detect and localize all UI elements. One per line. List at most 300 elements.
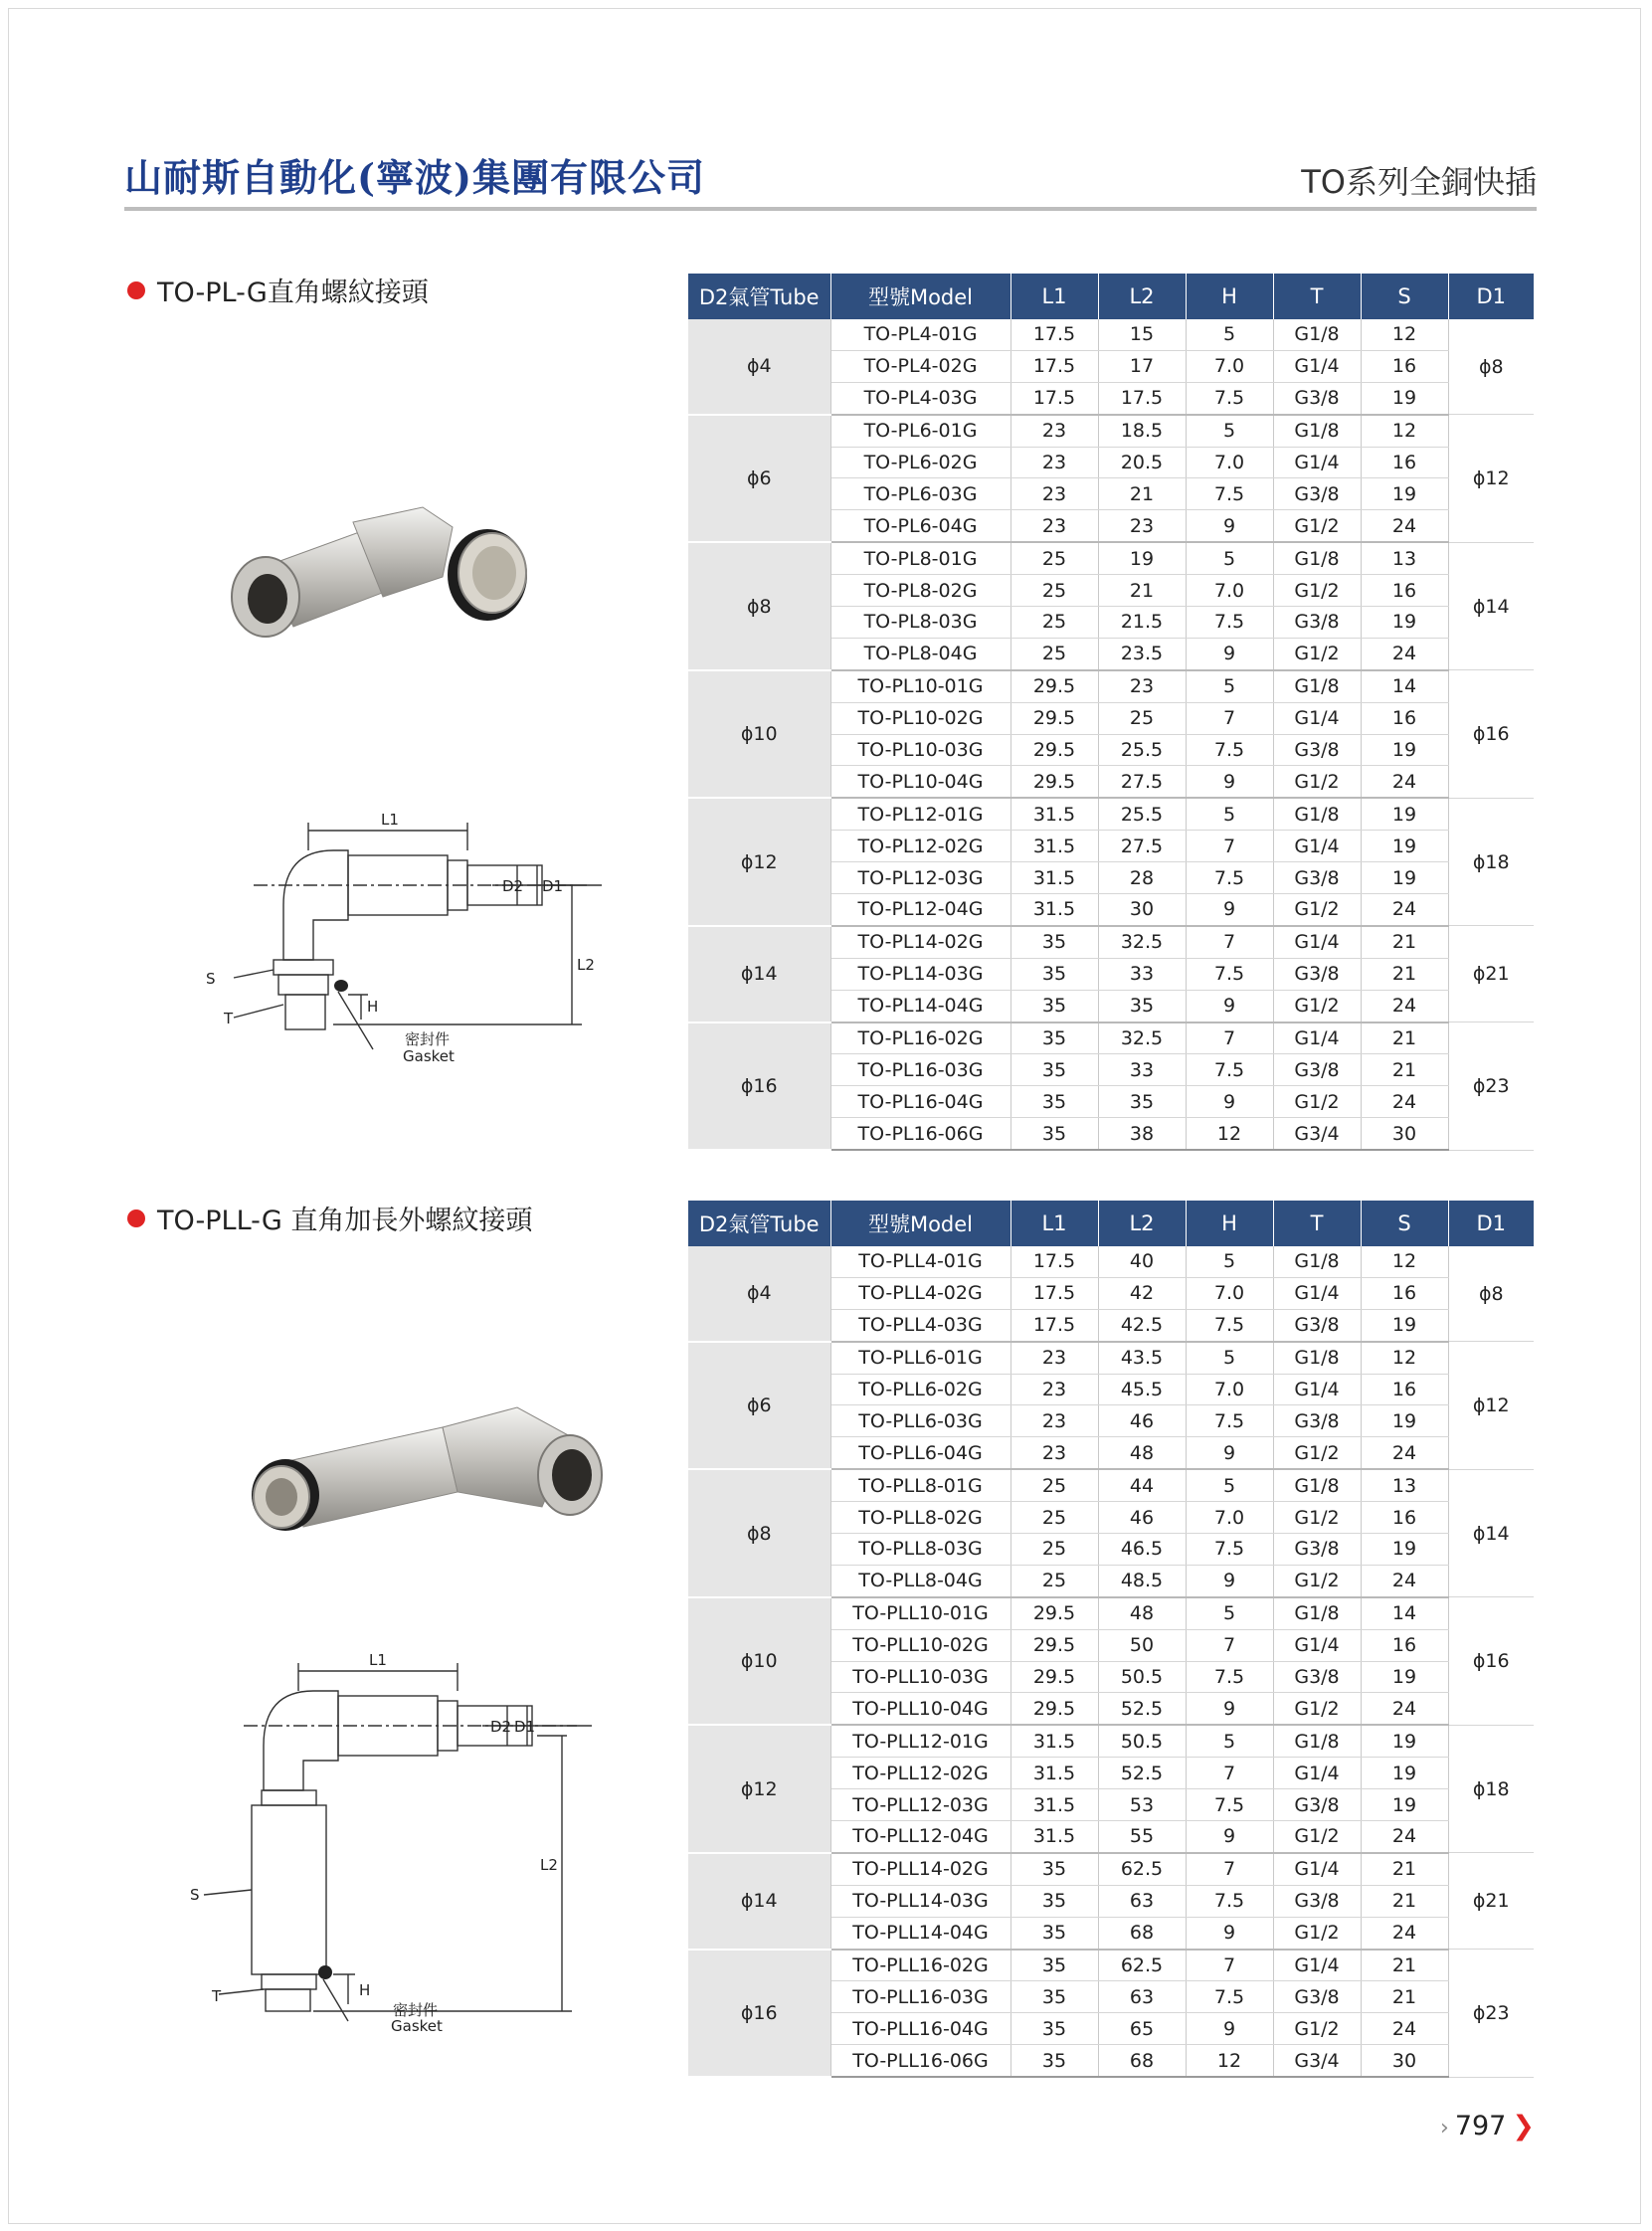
column-header: 型號Model (830, 1201, 1010, 1246)
value-cell: G3/8 (1273, 1054, 1361, 1086)
value-cell: G1/8 (1273, 1725, 1361, 1757)
value-cell: 35 (1010, 1885, 1098, 1917)
value-cell: 31.5 (1010, 1758, 1098, 1789)
model-cell: TO-PL6-03G (830, 478, 1010, 510)
value-cell: G1/4 (1273, 831, 1361, 862)
value-cell: 21 (1098, 575, 1186, 607)
value-cell: 12 (1361, 415, 1448, 447)
pll-label-gasket-en: Gasket (391, 2017, 443, 2035)
model-cell: TO-PL10-02G (830, 702, 1010, 734)
tube-size-cell: ϕ12 (688, 798, 830, 926)
header-rule (124, 207, 1537, 211)
value-cell: 63 (1098, 1885, 1186, 1917)
value-cell: 65 (1098, 2013, 1186, 2045)
value-cell: 43.5 (1098, 1342, 1186, 1374)
value-cell: 17.5 (1010, 382, 1098, 414)
value-cell: G1/2 (1273, 510, 1361, 542)
pl-label-d2: D2 (502, 877, 524, 895)
value-cell: 24 (1361, 1086, 1448, 1118)
value-cell: 7.5 (1186, 1054, 1273, 1086)
pll-label-h: H (359, 1981, 371, 1999)
pll-label-l1: L1 (369, 1651, 387, 1669)
value-cell: 16 (1361, 1374, 1448, 1405)
value-cell: 38 (1098, 1118, 1186, 1150)
value-cell: G3/8 (1273, 607, 1361, 639)
value-cell: 21.5 (1098, 607, 1186, 639)
value-cell: 5 (1186, 798, 1273, 830)
value-cell: 21 (1361, 1885, 1448, 1917)
value-cell: 7.0 (1186, 1277, 1273, 1309)
model-cell: TO-PL8-03G (830, 607, 1010, 639)
value-cell: 29.5 (1010, 670, 1098, 702)
value-cell: 7.5 (1186, 478, 1273, 510)
page-number-text: 797 (1454, 2111, 1507, 2141)
model-cell: TO-PL6-04G (830, 510, 1010, 542)
value-cell: 35 (1098, 990, 1186, 1022)
d1-size-cell: ϕ18 (1448, 1725, 1534, 1853)
value-cell: 52.5 (1098, 1693, 1186, 1725)
value-cell: 23.5 (1098, 638, 1186, 669)
value-cell: G1/8 (1273, 670, 1361, 702)
value-cell: G1/4 (1273, 447, 1361, 478)
value-cell: 29.5 (1010, 766, 1098, 798)
value-cell: 16 (1361, 1277, 1448, 1309)
series-title: TO系列全銅快插 (1301, 163, 1537, 201)
value-cell: G1/8 (1273, 1597, 1361, 1629)
value-cell: 19 (1361, 382, 1448, 414)
value-cell: 15 (1098, 319, 1186, 350)
model-cell: TO-PL10-03G (830, 734, 1010, 766)
value-cell: 30 (1361, 2045, 1448, 2077)
value-cell: G3/8 (1273, 1789, 1361, 1821)
value-cell: 19 (1361, 1405, 1448, 1437)
column-header: D1 (1448, 1201, 1534, 1246)
value-cell: 35 (1010, 1023, 1098, 1054)
value-cell: 19 (1361, 734, 1448, 766)
value-cell: 24 (1361, 1693, 1448, 1725)
value-cell: G3/8 (1273, 1661, 1361, 1693)
table-row (688, 542, 1534, 574)
value-cell: 29.5 (1010, 1629, 1098, 1661)
model-cell: TO-PL16-04G (830, 1086, 1010, 1118)
value-cell: 9 (1186, 510, 1273, 542)
tube-size-cell: ϕ8 (688, 542, 830, 670)
value-cell: 19 (1361, 862, 1448, 894)
value-cell: 21 (1361, 1054, 1448, 1086)
value-cell: 21 (1361, 1950, 1448, 1981)
value-cell: G3/8 (1273, 1981, 1361, 2013)
value-cell: 7.5 (1186, 1534, 1273, 1566)
value-cell: 35 (1010, 958, 1098, 990)
value-cell: 35 (1010, 1950, 1098, 1981)
value-cell: 25 (1010, 1565, 1098, 1596)
value-cell: G1/2 (1273, 1502, 1361, 1534)
value-cell: G1/8 (1273, 798, 1361, 830)
d1-size-cell: ϕ12 (1448, 415, 1534, 543)
value-cell: 5 (1186, 1725, 1273, 1757)
value-cell: 25 (1010, 542, 1098, 574)
model-cell: TO-PLL8-04G (830, 1565, 1010, 1596)
pll-label-d2: D2 (490, 1718, 512, 1736)
value-cell: G3/8 (1273, 1885, 1361, 1917)
value-cell: 23 (1010, 1374, 1098, 1405)
value-cell: 40 (1098, 1246, 1186, 1277)
value-cell: 35 (1010, 1917, 1098, 1949)
value-cell: 23 (1010, 415, 1098, 447)
value-cell: G1/2 (1273, 894, 1361, 926)
table-row (688, 670, 1534, 702)
value-cell: 9 (1186, 1565, 1273, 1596)
column-header: D2氣管Tube (688, 274, 830, 319)
value-cell: 17.5 (1010, 319, 1098, 350)
model-cell: TO-PL14-03G (830, 958, 1010, 990)
value-cell: 31.5 (1010, 1725, 1098, 1757)
value-cell: G1/4 (1273, 1950, 1361, 1981)
value-cell: 42.5 (1098, 1309, 1186, 1341)
value-cell: G1/4 (1273, 350, 1361, 382)
value-cell: 19 (1361, 1758, 1448, 1789)
value-cell: 7.5 (1186, 958, 1273, 990)
value-cell: 35 (1010, 1853, 1098, 1885)
value-cell: 32.5 (1098, 1023, 1186, 1054)
value-cell: G1/4 (1273, 1374, 1361, 1405)
value-cell: G1/2 (1273, 1437, 1361, 1469)
value-cell: 31.5 (1010, 862, 1098, 894)
model-cell: TO-PL4-03G (830, 382, 1010, 414)
value-cell: 21 (1361, 1023, 1448, 1054)
value-cell: 5 (1186, 542, 1273, 574)
value-cell: 5 (1186, 670, 1273, 702)
value-cell: 24 (1361, 1437, 1448, 1469)
section-title-text: TO-PL-G直角螺紋接頭 (157, 278, 429, 308)
model-cell: TO-PL10-04G (830, 766, 1010, 798)
tube-size-cell: ϕ4 (688, 319, 830, 415)
value-cell: 35 (1010, 1086, 1098, 1118)
value-cell: 16 (1361, 1502, 1448, 1534)
table-row (688, 1597, 1534, 1629)
d1-size-cell: ϕ14 (1448, 542, 1534, 670)
value-cell: 7 (1186, 1629, 1273, 1661)
value-cell: 33 (1098, 958, 1186, 990)
model-cell: TO-PLL16-04G (830, 2013, 1010, 2045)
value-cell: 5 (1186, 1342, 1273, 1374)
value-cell: 17.5 (1010, 1309, 1098, 1341)
pl-spec-table (688, 274, 1534, 1151)
value-cell: 23 (1010, 1437, 1098, 1469)
model-cell: TO-PLL8-02G (830, 1502, 1010, 1534)
table-row (688, 1469, 1534, 1501)
value-cell: 12 (1186, 2045, 1273, 2077)
value-cell: 27.5 (1098, 831, 1186, 862)
tube-size-cell: ϕ16 (688, 1950, 830, 2078)
model-cell: TO-PLL14-02G (830, 1853, 1010, 1885)
value-cell: 25.5 (1098, 734, 1186, 766)
value-cell: 7.5 (1186, 1789, 1273, 1821)
model-cell: TO-PLL6-04G (830, 1437, 1010, 1469)
tube-size-cell: ϕ10 (688, 670, 830, 799)
value-cell: 9 (1186, 1821, 1273, 1853)
value-cell: G1/2 (1273, 1693, 1361, 1725)
value-cell: 31.5 (1010, 1821, 1098, 1853)
d1-size-cell: ϕ21 (1448, 926, 1534, 1023)
tube-size-cell: ϕ16 (688, 1023, 830, 1151)
value-cell: 19 (1361, 1661, 1448, 1693)
value-cell: G1/4 (1273, 1023, 1361, 1054)
value-cell: 28 (1098, 862, 1186, 894)
table-header-row (688, 1201, 1534, 1246)
value-cell: 24 (1361, 1821, 1448, 1853)
column-header: 型號Model (830, 274, 1010, 319)
value-cell: 12 (1186, 1118, 1273, 1150)
model-cell: TO-PL16-06G (830, 1118, 1010, 1150)
value-cell: 50 (1098, 1629, 1186, 1661)
value-cell: G3/4 (1273, 2045, 1361, 2077)
value-cell: 25 (1010, 575, 1098, 607)
model-cell: TO-PLL12-02G (830, 1758, 1010, 1789)
model-cell: TO-PL12-04G (830, 894, 1010, 926)
value-cell: 25 (1010, 1469, 1098, 1501)
value-cell: 31.5 (1010, 831, 1098, 862)
value-cell: 46.5 (1098, 1534, 1186, 1566)
value-cell: G1/8 (1273, 415, 1361, 447)
table-row (688, 1725, 1534, 1757)
value-cell: 31.5 (1010, 894, 1098, 926)
value-cell: 5 (1186, 1246, 1273, 1277)
d1-size-cell: ϕ21 (1448, 1853, 1534, 1950)
value-cell: 31.5 (1010, 1789, 1098, 1821)
table-row (688, 1950, 1534, 1981)
value-cell: 14 (1361, 1597, 1448, 1629)
value-cell: G3/8 (1273, 1309, 1361, 1341)
value-cell: 29.5 (1010, 734, 1098, 766)
value-cell: 25 (1098, 702, 1186, 734)
value-cell: G3/8 (1273, 1534, 1361, 1566)
value-cell: 7.5 (1186, 1661, 1273, 1693)
value-cell: 42 (1098, 1277, 1186, 1309)
value-cell: 21 (1361, 1981, 1448, 2013)
model-cell: TO-PLL8-03G (830, 1534, 1010, 1566)
model-cell: TO-PLL10-04G (830, 1693, 1010, 1725)
d1-size-cell: ϕ14 (1448, 1469, 1534, 1597)
model-cell: TO-PLL6-02G (830, 1374, 1010, 1405)
value-cell: 17.5 (1010, 350, 1098, 382)
d1-size-cell: ϕ8 (1448, 319, 1534, 415)
value-cell: 23 (1098, 670, 1186, 702)
chevron-right-icon: › (1440, 2116, 1449, 2140)
value-cell: 9 (1186, 1917, 1273, 1949)
value-cell: G1/2 (1273, 638, 1361, 669)
model-cell: TO-PLL12-01G (830, 1725, 1010, 1757)
model-cell: TO-PL12-02G (830, 831, 1010, 862)
value-cell: 35 (1010, 926, 1098, 958)
column-header: L1 (1010, 274, 1098, 319)
value-cell: 50.5 (1098, 1661, 1186, 1693)
value-cell: G1/2 (1273, 1086, 1361, 1118)
company-name: 山耐斯自動化(寧波)集團有限公司 (124, 155, 705, 200)
value-cell: 9 (1186, 1693, 1273, 1725)
model-cell: TO-PLL6-03G (830, 1405, 1010, 1437)
pll-label-s: S (190, 1886, 200, 1904)
value-cell: 12 (1361, 319, 1448, 350)
value-cell: 7 (1186, 1950, 1273, 1981)
column-header: D1 (1448, 274, 1534, 319)
value-cell: G3/8 (1273, 958, 1361, 990)
value-cell: G3/8 (1273, 734, 1361, 766)
table-header-row (688, 274, 1534, 319)
d1-size-cell: ϕ18 (1448, 798, 1534, 926)
value-cell: 9 (1186, 638, 1273, 669)
pll-label-t: T (212, 1987, 222, 2005)
value-cell: 17.5 (1010, 1277, 1098, 1309)
value-cell: 33 (1098, 1054, 1186, 1086)
value-cell: 5 (1186, 1469, 1273, 1501)
model-cell: TO-PL8-04G (830, 638, 1010, 669)
tube-size-cell: ϕ14 (688, 1853, 830, 1950)
value-cell: 30 (1098, 894, 1186, 926)
value-cell: 5 (1186, 319, 1273, 350)
long-elbow-fitting-photo (244, 1407, 622, 1567)
column-header: T (1273, 274, 1361, 319)
model-cell: TO-PLL10-03G (830, 1661, 1010, 1693)
value-cell: 18.5 (1098, 415, 1186, 447)
table-row (688, 319, 1534, 350)
value-cell: 29.5 (1010, 1693, 1098, 1725)
d1-size-cell: ϕ16 (1448, 670, 1534, 799)
value-cell: 7.0 (1186, 447, 1273, 478)
value-cell: 23 (1010, 478, 1098, 510)
value-cell: 68 (1098, 1917, 1186, 1949)
value-cell: 19 (1361, 1789, 1448, 1821)
tube-size-cell: ϕ12 (688, 1725, 830, 1853)
value-cell: 7.0 (1186, 575, 1273, 607)
value-cell: 7.5 (1186, 734, 1273, 766)
value-cell: 35 (1010, 1054, 1098, 1086)
pl-label-gasket-cn: 密封件 (405, 1030, 451, 1048)
value-cell: 25 (1010, 638, 1098, 669)
value-cell: 7.5 (1186, 1981, 1273, 2013)
value-cell: G1/4 (1273, 926, 1361, 958)
value-cell: 35 (1010, 1981, 1098, 2013)
model-cell: TO-PL14-04G (830, 990, 1010, 1022)
pll-spec-table (688, 1201, 1534, 2078)
model-cell: TO-PL8-01G (830, 542, 1010, 574)
value-cell: 24 (1361, 1917, 1448, 1949)
section-title-text: TO-PLL-G 直角加長外螺紋接頭 (157, 1206, 533, 1236)
section-title-pl (127, 271, 429, 309)
value-cell: 7.5 (1186, 607, 1273, 639)
pll-label-gasket-cn: 密封件 (393, 2001, 439, 2019)
column-header: S (1361, 1201, 1448, 1246)
value-cell: 44 (1098, 1469, 1186, 1501)
value-cell: 14 (1361, 670, 1448, 702)
value-cell: 7 (1186, 1853, 1273, 1885)
table-row (688, 1246, 1534, 1277)
value-cell: 35 (1010, 1118, 1098, 1150)
d1-size-cell: ϕ16 (1448, 1597, 1534, 1726)
value-cell: G3/4 (1273, 1118, 1361, 1150)
value-cell: 27.5 (1098, 766, 1186, 798)
value-cell: 7.5 (1186, 1309, 1273, 1341)
model-cell: TO-PLL12-04G (830, 1821, 1010, 1853)
value-cell: 7.0 (1186, 350, 1273, 382)
model-cell: TO-PLL16-02G (830, 1950, 1010, 1981)
value-cell: 25 (1010, 1534, 1098, 1566)
value-cell: G3/8 (1273, 478, 1361, 510)
value-cell: 35 (1010, 990, 1098, 1022)
column-header: L2 (1098, 1201, 1186, 1246)
model-cell: TO-PLL4-01G (830, 1246, 1010, 1277)
value-cell: 29.5 (1010, 1661, 1098, 1693)
tube-size-cell: ϕ10 (688, 1597, 830, 1726)
value-cell: 48.5 (1098, 1565, 1186, 1596)
value-cell: G1/4 (1273, 1758, 1361, 1789)
model-cell: TO-PL16-02G (830, 1023, 1010, 1054)
value-cell: 9 (1186, 1086, 1273, 1118)
value-cell: 35 (1010, 2013, 1098, 2045)
model-cell: TO-PL4-02G (830, 350, 1010, 382)
table-row (688, 1342, 1534, 1374)
value-cell: 7.0 (1186, 1502, 1273, 1534)
value-cell: 30 (1361, 1118, 1448, 1150)
value-cell: 31.5 (1010, 798, 1098, 830)
value-cell: G3/8 (1273, 862, 1361, 894)
value-cell: 17 (1098, 350, 1186, 382)
table-row (688, 926, 1534, 958)
value-cell: 48 (1098, 1437, 1186, 1469)
value-cell: 5 (1186, 415, 1273, 447)
value-cell: G1/4 (1273, 1629, 1361, 1661)
value-cell: 23 (1010, 1405, 1098, 1437)
model-cell: TO-PL4-01G (830, 319, 1010, 350)
value-cell: 7.5 (1186, 382, 1273, 414)
value-cell: 55 (1098, 1821, 1186, 1853)
model-cell: TO-PL10-01G (830, 670, 1010, 702)
value-cell: 52.5 (1098, 1758, 1186, 1789)
value-cell: 45.5 (1098, 1374, 1186, 1405)
value-cell: G3/8 (1273, 1405, 1361, 1437)
model-cell: TO-PLL10-02G (830, 1629, 1010, 1661)
column-header: S (1361, 274, 1448, 319)
value-cell: G1/8 (1273, 319, 1361, 350)
tube-size-cell: ϕ14 (688, 926, 830, 1023)
column-header: D2氣管Tube (688, 1201, 830, 1246)
pl-label-l2: L2 (577, 956, 595, 974)
column-header: T (1273, 1201, 1361, 1246)
bullet-dot-icon (127, 1209, 145, 1227)
pl-dimension-drawing (194, 811, 595, 1079)
page-number (1440, 2111, 1535, 2141)
column-header: L1 (1010, 1201, 1098, 1246)
value-cell: 25.5 (1098, 798, 1186, 830)
value-cell: 7.5 (1186, 1885, 1273, 1917)
bullet-dot-icon (127, 281, 145, 299)
model-cell: TO-PLL14-03G (830, 1885, 1010, 1917)
value-cell: 46 (1098, 1405, 1186, 1437)
value-cell: 7 (1186, 1023, 1273, 1054)
value-cell: 19 (1361, 831, 1448, 862)
value-cell: 32.5 (1098, 926, 1186, 958)
section-title-pll (127, 1199, 532, 1237)
model-cell: TO-PLL16-06G (830, 2045, 1010, 2077)
value-cell: 7 (1186, 926, 1273, 958)
tube-size-cell: ϕ6 (688, 415, 830, 543)
value-cell: 7 (1186, 831, 1273, 862)
value-cell: 16 (1361, 575, 1448, 607)
value-cell: 46 (1098, 1502, 1186, 1534)
table-row (688, 415, 1534, 447)
value-cell: 23 (1010, 1342, 1098, 1374)
table-row (688, 798, 1534, 830)
